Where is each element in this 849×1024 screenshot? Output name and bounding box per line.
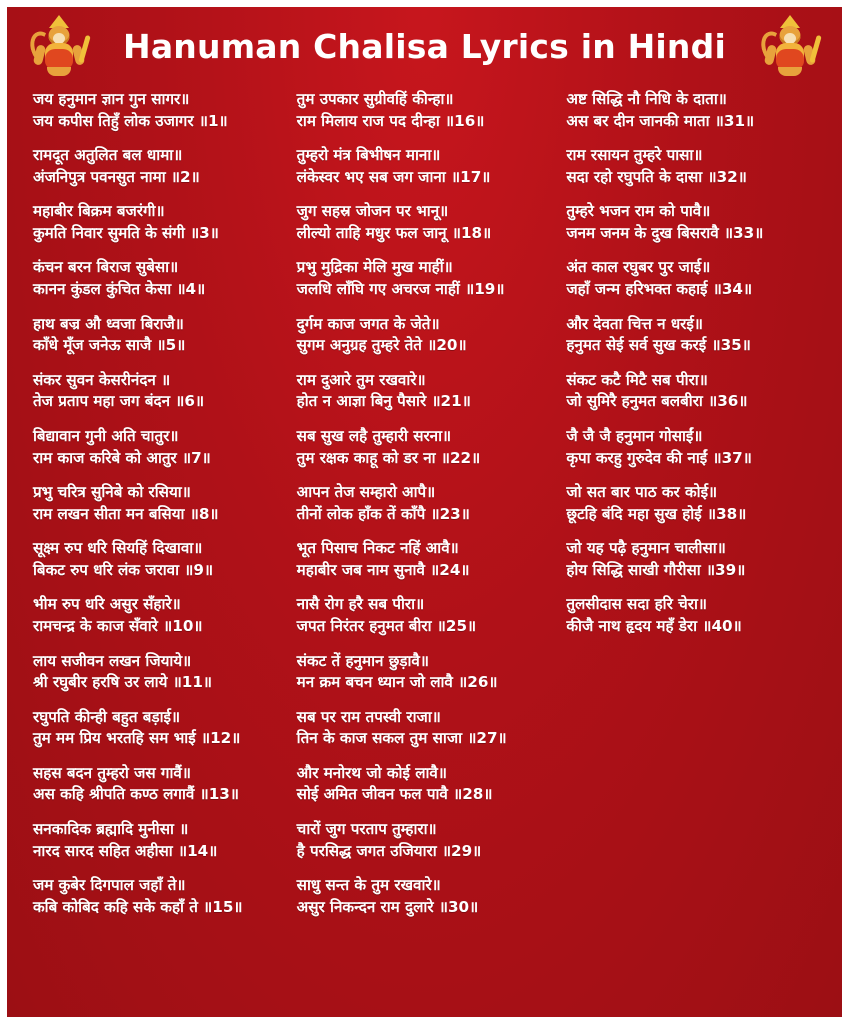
verse-block bbox=[23, 257, 287, 300]
verse-block bbox=[293, 819, 557, 862]
verse-block bbox=[562, 145, 826, 188]
verse-block bbox=[23, 875, 287, 918]
verse-line: तेज प्रताप महा जग बंदन ॥6॥ bbox=[33, 392, 205, 411]
verse-line: और देवता चित्त न धरई॥ bbox=[566, 314, 703, 333]
verse-line: सब पर राम तपस्वी राजा॥ bbox=[296, 707, 441, 726]
verse-block bbox=[562, 482, 826, 525]
verse-line: जपत निरंतर हनुमत बीरा ॥25॥ bbox=[296, 616, 477, 635]
verse-line: संकर सुवन केसरीनंदन ॥ bbox=[33, 370, 171, 389]
verse-block bbox=[293, 651, 557, 694]
verse-line: अस कहि श्रीपति कण्ठ लगावैं ॥13॥ bbox=[33, 785, 239, 804]
verse-line: महाबीर जब नाम सुनावै ॥24॥ bbox=[296, 560, 470, 579]
verse-block bbox=[293, 201, 557, 244]
verse-line: जनम जनम के दुख बिसरावै ॥33॥ bbox=[566, 223, 764, 242]
verse-block bbox=[293, 89, 557, 132]
verse-line: कुमति निवार सुमति के संगी ॥3॥ bbox=[33, 223, 219, 242]
verse-line: छूटहि बंदि महा सुख होई ॥38॥ bbox=[566, 504, 747, 523]
verse-block bbox=[562, 257, 826, 300]
verse-line: जो यह पढ़ै हनुमान चालीसा॥ bbox=[566, 539, 726, 558]
verse-line: राम लखन सीता मन बसिया ॥8॥ bbox=[33, 504, 219, 523]
verse-block bbox=[23, 482, 287, 525]
verse-line: अंजनिपुत्र पवनसुत नामा ॥2॥ bbox=[33, 167, 200, 186]
verse-block bbox=[293, 875, 557, 918]
verse-block bbox=[562, 314, 826, 357]
verse-line: प्रभु चरित्र सुनिबे को रसिया॥ bbox=[33, 483, 191, 502]
verse-line: तुम्हरो मंत्र बिभीषन माना॥ bbox=[296, 146, 441, 165]
verse-block bbox=[293, 145, 557, 188]
verse-line: सब सुख लहै तुम्हारी सरना॥ bbox=[296, 426, 452, 445]
hanuman-figure-icon-left bbox=[29, 15, 89, 77]
verse-line: सुगम अनुग्रह तुम्हरे तेते ॥20॥ bbox=[296, 336, 467, 355]
page-title: Hanuman Chalisa Lyrics in Hindi bbox=[123, 26, 726, 66]
verse-line: संकट कटै मिटै सब पीरा॥ bbox=[566, 370, 708, 389]
verse-block bbox=[23, 763, 287, 806]
verse-line: महाबीर बिक्रम बजरंगी॥ bbox=[33, 202, 165, 221]
verse-line: जय कपीस तिहुँ लोक उजागर ॥1॥ bbox=[33, 111, 228, 130]
verse-block bbox=[562, 201, 826, 244]
verse-line: राम काज करिबे को आतुर ॥7॥ bbox=[33, 448, 211, 467]
body-shape bbox=[45, 43, 73, 69]
verse-block bbox=[293, 594, 557, 637]
verse-line: हाथ बज्र औ ध्वजा बिराजै॥ bbox=[33, 314, 184, 333]
verse-line: जो सत बार पाठ कर कोई॥ bbox=[566, 483, 718, 502]
verse-line: कृपा करहु गुरुदेव की नाईं ॥37॥ bbox=[566, 448, 752, 467]
lyrics-column-2 bbox=[293, 89, 557, 995]
verse-line: सनकादिक ब्रह्मादि मुनीसा ॥ bbox=[33, 820, 189, 839]
verse-block bbox=[562, 594, 826, 637]
verse-line: काँधे मूँज जनेऊ साजै ॥5॥ bbox=[33, 336, 186, 355]
verse-line: कंचन बरन बिराज सुबेसा॥ bbox=[33, 258, 179, 277]
verse-block bbox=[23, 89, 287, 132]
lyrics-columns bbox=[7, 85, 842, 1005]
verse-line: तुम उपकार सुग्रीवहिं कीन्हा॥ bbox=[296, 90, 454, 108]
verse-line: जहाँ जन्म हरिभक्त कहाई ॥34॥ bbox=[566, 280, 753, 299]
verse-line: श्री रघुबीर हरषि उर लाये ॥11॥ bbox=[33, 673, 213, 692]
verse-line: जय हनुमान ज्ञान गुन सागर॥ bbox=[33, 90, 190, 108]
verse-line: जै जै जै हनुमान गोसाईं॥ bbox=[566, 426, 703, 445]
verse-block bbox=[293, 370, 557, 413]
verse-line: रामचन्द्र के काज सँवारे ॥10॥ bbox=[33, 616, 203, 635]
verse-line: भीम रुप धरि असुर सँहारे॥ bbox=[33, 595, 181, 614]
verse-line: कीजै नाथ हृदय महँ डेरा ॥40॥ bbox=[566, 616, 742, 635]
verse-line: लाय सजीवन लखन जियाये॥ bbox=[33, 651, 192, 670]
verse-line: नारद सारद सहित अहीसा ॥14॥ bbox=[33, 841, 218, 860]
verse-line: तुम्हरे भजन राम को पावै॥ bbox=[566, 202, 711, 221]
verse-block bbox=[562, 370, 826, 413]
verse-line: रामदूत अतुलित बल धामा॥ bbox=[33, 146, 183, 165]
verse-block bbox=[293, 763, 557, 806]
verse-line: होय सिद्धि साखी गौरीसा ॥39॥ bbox=[566, 560, 746, 579]
body-shape bbox=[776, 43, 804, 69]
lyrics-column-3 bbox=[562, 89, 826, 995]
verse-line: सदा रहो रघुपति के दासा ॥32॥ bbox=[566, 167, 747, 186]
verse-line: सहस बदन तुम्हरो जस गावैं॥ bbox=[33, 763, 191, 782]
verse-block bbox=[23, 201, 287, 244]
legs-shape bbox=[778, 67, 802, 76]
lyrics-column-1 bbox=[23, 89, 287, 995]
verse-block bbox=[562, 426, 826, 469]
verse-block bbox=[23, 145, 287, 188]
verse-block bbox=[562, 538, 826, 581]
verse-line: है परसिद्ध जगत उजियारा ॥29॥ bbox=[296, 841, 482, 860]
verse-line: राम रसायन तुम्हरे पासा॥ bbox=[566, 146, 703, 165]
hanuman-figure-icon-right bbox=[760, 15, 820, 77]
verse-block bbox=[293, 314, 557, 357]
verse-line: भूत पिसाच निकट नहिं आवै॥ bbox=[296, 539, 459, 558]
verse-line: राम दुआरे तुम रखवारे॥ bbox=[296, 370, 426, 389]
verse-line: कानन कुंडल कुंचित केसा ॥4॥ bbox=[33, 280, 206, 299]
verse-block bbox=[293, 482, 557, 525]
legs-shape bbox=[47, 67, 71, 76]
verse-line: और मनोरथ जो कोई लावै॥ bbox=[296, 763, 447, 782]
verse-block bbox=[293, 707, 557, 750]
verse-block bbox=[23, 594, 287, 637]
verse-line: चारों जुग परताप तुम्हारा॥ bbox=[296, 820, 437, 839]
verse-block bbox=[23, 314, 287, 357]
verse-line: होत न आज्ञा बिनु पैसारे ॥21॥ bbox=[296, 392, 471, 411]
verse-line: रघुपति कीन्ही बहुत बड़ाई॥ bbox=[33, 707, 181, 726]
verse-line: बिद्यावान गुनी अति चातुर॥ bbox=[33, 426, 179, 445]
verse-block bbox=[293, 426, 557, 469]
verse-line: आपन तेज सम्हारो आपै॥ bbox=[296, 483, 436, 502]
verse-line: हनुमत सेई सर्व सुख करई ॥35॥ bbox=[566, 336, 751, 355]
verse-line: अंत काल रघुबर पुर जाई॥ bbox=[566, 258, 711, 277]
verse-line: प्रभु मुद्रिका मेलि मुख माहीं॥ bbox=[296, 258, 453, 277]
verse-line: सोई अमित जीवन फल पावै ॥28॥ bbox=[296, 785, 493, 804]
verse-line: लील्यो ताहि मधुर फल जानू ॥18॥ bbox=[296, 223, 492, 242]
verse-line: तुलसीदास सदा हरि चेरा॥ bbox=[566, 595, 707, 614]
verse-line: अस बर दीन जानकी माता ॥31॥ bbox=[566, 111, 755, 130]
verse-line: जुग सहस्र जोजन पर भानू॥ bbox=[296, 202, 449, 221]
verse-line: लंकेस्वर भए सब जग जाना ॥17॥ bbox=[296, 167, 491, 186]
verse-line: बिकट रुप धरि लंक जरावा ॥9॥ bbox=[33, 560, 214, 579]
verse-line: असुर निकन्दन राम दुलारे ॥30॥ bbox=[296, 897, 479, 916]
verse-line: अष्ट सिद्धि नौ निधि के दाता॥ bbox=[566, 90, 727, 108]
verse-line: दुर्गम काज जगत के जेते॥ bbox=[296, 314, 440, 333]
verse-line: जो सुमिरै हनुमत बलबीरा ॥36॥ bbox=[566, 392, 748, 411]
verse-line: नासै रोग हरै सब पीरा॥ bbox=[296, 595, 425, 614]
verse-line: तिन के काज सकल तुम साजा ॥27॥ bbox=[296, 729, 507, 748]
verse-line: राम मिलाय राज पद दीन्हा ॥16॥ bbox=[296, 111, 485, 130]
verse-block bbox=[23, 819, 287, 862]
verse-block bbox=[23, 707, 287, 750]
verse-line: कबि कोबिद कहि सके कहाँ ते ॥15॥ bbox=[33, 897, 243, 916]
verse-line: तुम रक्षक काहू को डर ना ॥22॥ bbox=[296, 448, 481, 467]
verse-line: मन क्रम बचन ध्यान जो लावै ॥26॥ bbox=[296, 673, 498, 692]
verse-line: जलधि लाँघि गए अचरज नाहीं ॥19॥ bbox=[296, 280, 505, 299]
verse-block bbox=[23, 426, 287, 469]
poster-header bbox=[7, 7, 842, 85]
verse-block bbox=[23, 651, 287, 694]
verse-line: तीनों लोक हाँक तें काँपै ॥23॥ bbox=[296, 504, 470, 523]
verse-line: जम कुबेर दिगपाल जहाँ ते॥ bbox=[33, 876, 186, 895]
verse-block bbox=[293, 257, 557, 300]
verse-block bbox=[293, 538, 557, 581]
verse-block bbox=[23, 370, 287, 413]
verse-line: तुम मम प्रिय भरतहि सम भाई ॥12॥ bbox=[33, 729, 241, 748]
verse-block bbox=[23, 538, 287, 581]
verse-block bbox=[562, 89, 826, 132]
verse-line: सूक्ष्म रुप धरि सियहिं दिखावा॥ bbox=[33, 539, 203, 558]
verse-line: साधु सन्त के तुम रखवारे॥ bbox=[296, 876, 441, 895]
verse-line: संकट तें हनुमान छुड़ावै॥ bbox=[296, 651, 429, 670]
